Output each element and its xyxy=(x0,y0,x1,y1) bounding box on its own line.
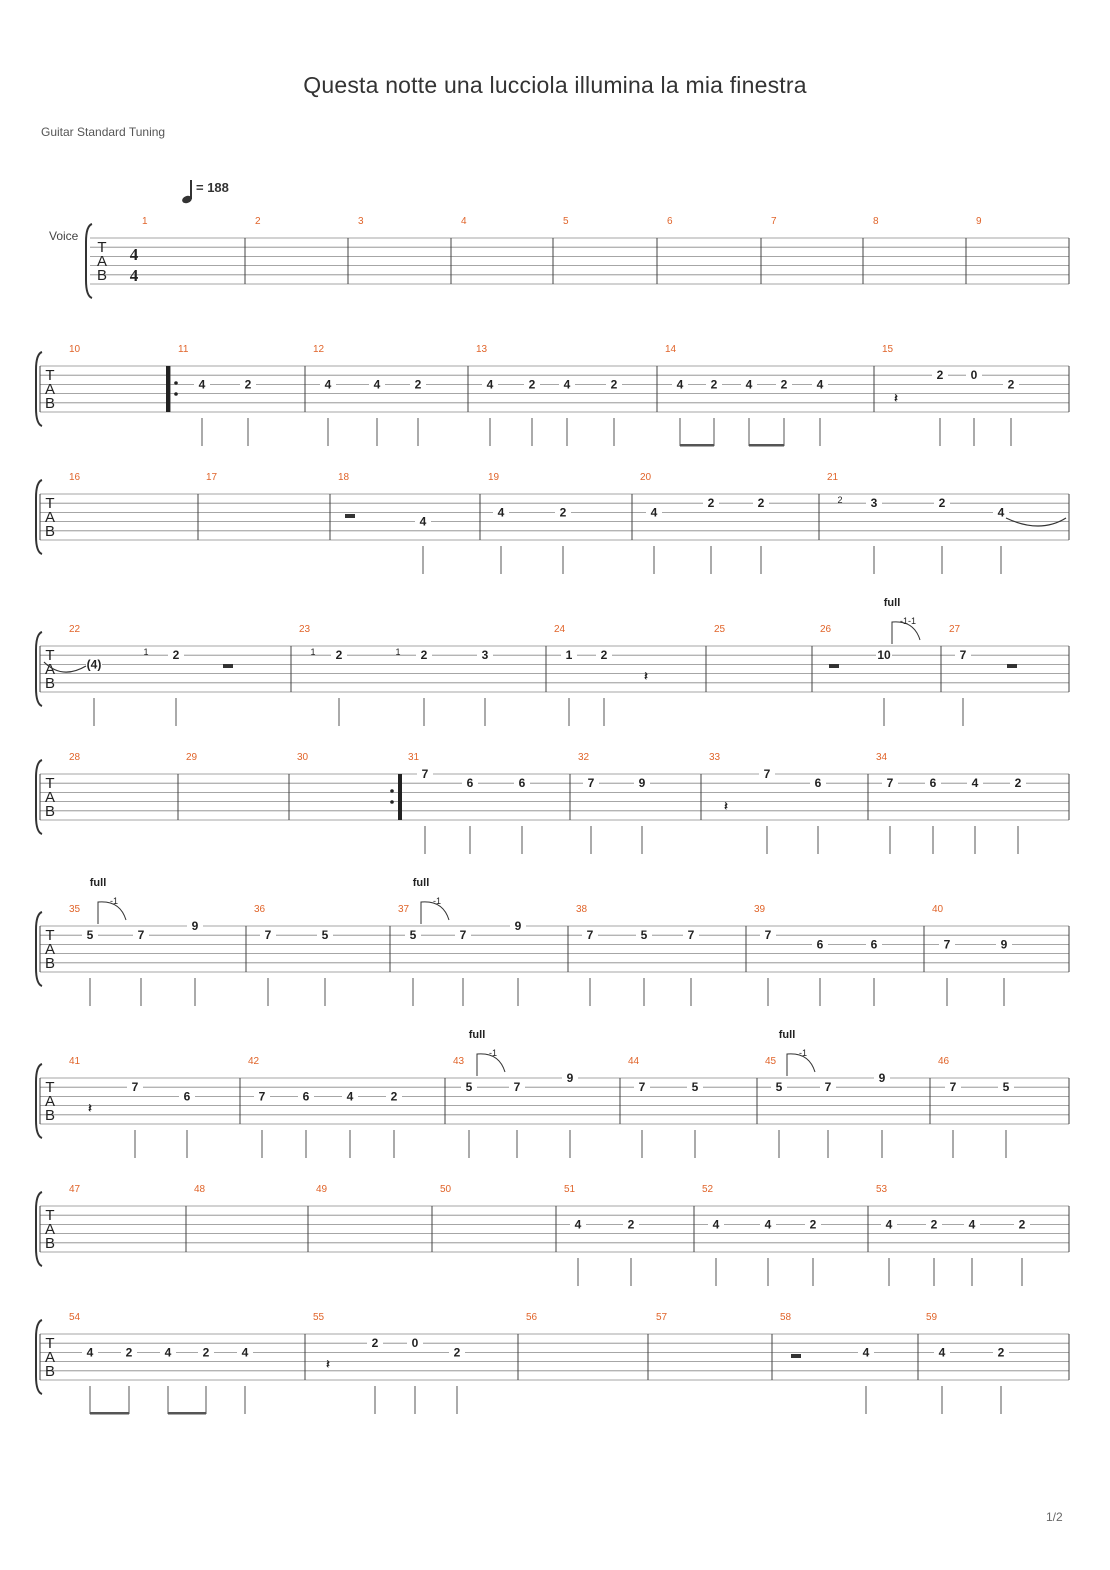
fret-number: 7 xyxy=(824,1080,832,1095)
fret-number: 6 xyxy=(929,776,937,791)
measure-number-32: 32 xyxy=(578,752,590,763)
tab-letter-b: B xyxy=(44,955,56,972)
measure-number-30: 30 xyxy=(297,752,309,763)
fret-number: 7 xyxy=(638,1080,646,1095)
fret-number: 4 xyxy=(497,505,505,520)
measure-number-41: 41 xyxy=(69,1056,81,1067)
fret-number: 5 xyxy=(775,1080,783,1095)
tab-letter-t: T xyxy=(97,239,107,256)
fret-number: 2 xyxy=(809,1217,817,1232)
tab-letter-b: B xyxy=(44,803,56,820)
bend-release: -1 xyxy=(432,896,442,906)
fret-number: 2 xyxy=(244,377,252,392)
measure-number-35: 35 xyxy=(69,904,81,915)
measure-number-49: 49 xyxy=(316,1184,328,1195)
staff-system-2 xyxy=(36,344,1069,426)
measure-number-58: 58 xyxy=(780,1312,792,1323)
staff-system-6 xyxy=(36,904,1069,986)
measure-number-50: 50 xyxy=(440,1184,452,1195)
fret-number: 5 xyxy=(409,928,417,943)
tab-letter-b: B xyxy=(44,523,56,540)
measure-number-2: 2 xyxy=(255,216,261,227)
measure-number-53: 53 xyxy=(876,1184,888,1195)
grace-note: 1 xyxy=(143,647,149,657)
measure-number-33: 33 xyxy=(709,752,721,763)
tab-letter-t: T xyxy=(45,647,55,664)
measure-number-12: 12 xyxy=(313,344,325,355)
fret-number: 2 xyxy=(707,496,715,511)
fret-number: 4 xyxy=(971,776,979,791)
fret-number: 4 xyxy=(938,1345,946,1360)
measure-number-31: 31 xyxy=(408,752,420,763)
tab-letter-a: A xyxy=(44,789,56,806)
half-rest-icon xyxy=(829,664,839,668)
tab-letter-t: T xyxy=(45,495,55,512)
beam xyxy=(168,1412,206,1415)
time-signature-denominator: 4 xyxy=(129,266,139,285)
measure-number-40: 40 xyxy=(932,904,944,915)
measure-number-14: 14 xyxy=(665,344,677,355)
bend-label-full: full xyxy=(468,1029,486,1041)
song-title: Questa notte una lucciola illumina la mia finestra xyxy=(303,72,807,98)
half-rest-icon xyxy=(345,514,355,518)
fret-number: 6 xyxy=(183,1089,191,1104)
staff-brace xyxy=(36,760,42,834)
bend-label-full: full xyxy=(883,597,901,609)
fret-number: 9 xyxy=(1000,937,1008,952)
fret-number: 2 xyxy=(390,1089,398,1104)
tab-letter-a: A xyxy=(44,1349,56,1366)
fret-number: 2 xyxy=(997,1345,1005,1360)
fret-number: 2 xyxy=(600,648,608,663)
fret-number: 3 xyxy=(870,496,878,511)
fret-number: 4 xyxy=(968,1217,976,1232)
tab-letter-b: B xyxy=(44,1107,56,1124)
bend-release: -1-1 xyxy=(899,616,917,626)
measure-number-42: 42 xyxy=(248,1056,260,1067)
fret-number: 0 xyxy=(411,1336,419,1351)
fret-number: 4 xyxy=(650,505,658,520)
measure-number-3: 3 xyxy=(358,216,364,227)
measure-number-24: 24 xyxy=(554,624,566,635)
fret-number: 9 xyxy=(514,919,522,933)
bend-label-full: full xyxy=(412,877,430,889)
fret-number: 4 xyxy=(563,377,571,392)
bend-label-full: full xyxy=(778,1029,796,1041)
tab-letter-b: B xyxy=(44,395,56,412)
fret-number: 7 xyxy=(258,1089,266,1104)
fret-number: 4 xyxy=(241,1345,249,1360)
quarter-rest-icon: 𝄽 xyxy=(894,391,898,405)
fret-number: 2 xyxy=(371,1336,379,1351)
fret-number: 4 xyxy=(745,377,753,392)
fret-number: 2 xyxy=(528,377,536,392)
measure-number-19: 19 xyxy=(488,472,500,483)
tab-letter-b: B xyxy=(44,675,56,692)
fret-number: 7 xyxy=(264,928,272,943)
fret-number: (4) xyxy=(86,657,102,672)
staff-brace xyxy=(36,1320,42,1394)
half-rest-icon xyxy=(223,664,233,668)
fret-number: 7 xyxy=(959,648,967,663)
fret-number: 2 xyxy=(420,648,428,663)
tab-letter-t: T xyxy=(45,927,55,944)
half-rest-icon xyxy=(1007,664,1017,668)
tab-letter-a: A xyxy=(44,1093,56,1110)
measure-number-25: 25 xyxy=(714,624,726,635)
measure-number-11: 11 xyxy=(178,344,189,355)
fret-number: 5 xyxy=(691,1080,699,1095)
tab-letter-a: A xyxy=(44,381,56,398)
measure-number-20: 20 xyxy=(640,472,652,483)
measure-number-43: 43 xyxy=(453,1056,465,1067)
measure-number-29: 29 xyxy=(186,752,198,763)
fret-number: 5 xyxy=(640,928,648,943)
measure-number-8: 8 xyxy=(873,216,879,227)
measure-number-4: 4 xyxy=(461,216,467,227)
fret-number: 7 xyxy=(131,1080,139,1095)
fret-number: 4 xyxy=(676,377,684,392)
fret-number: 4 xyxy=(419,514,427,529)
measure-number-39: 39 xyxy=(754,904,766,915)
fret-number: 7 xyxy=(587,776,595,791)
fret-number: 6 xyxy=(302,1089,310,1104)
measure-number-54: 54 xyxy=(69,1312,81,1323)
tab-letter-a: A xyxy=(44,1221,56,1238)
fret-number: 6 xyxy=(816,937,824,952)
fret-number: 7 xyxy=(586,928,594,943)
fret-number: 4 xyxy=(997,505,1005,520)
fret-number: 7 xyxy=(949,1080,957,1095)
measure-number-6: 6 xyxy=(667,216,673,227)
fret-number: 2 xyxy=(202,1345,210,1360)
quarter-rest-icon: 𝄽 xyxy=(326,1357,330,1371)
fret-number: 6 xyxy=(518,776,526,791)
fret-number: 7 xyxy=(137,928,145,943)
measure-number-21: 21 xyxy=(827,472,839,483)
fret-number: 6 xyxy=(870,937,878,952)
measure-number-22: 22 xyxy=(69,624,81,635)
measure-number-51: 51 xyxy=(564,1184,576,1195)
beam xyxy=(749,444,784,447)
fret-number: 5 xyxy=(86,928,94,943)
half-rest-icon xyxy=(791,1354,801,1358)
fret-number: 10 xyxy=(877,648,891,663)
staff-brace xyxy=(36,632,42,706)
time-signature-numerator: 4 xyxy=(129,245,139,264)
fret-number: 2 xyxy=(710,377,718,392)
fret-number: 2 xyxy=(757,496,765,511)
fret-number: 2 xyxy=(125,1345,133,1360)
staff-brace xyxy=(36,912,42,986)
tab-letter-b: B xyxy=(44,1235,56,1252)
fret-number: 7 xyxy=(421,767,429,781)
fret-number: 4 xyxy=(816,377,824,392)
fret-number: 6 xyxy=(814,776,822,791)
quarter-rest-icon: 𝄽 xyxy=(724,799,728,813)
beam xyxy=(90,1412,129,1415)
tuning-label: Guitar Standard Tuning xyxy=(41,125,166,139)
fret-number: 2 xyxy=(414,377,422,392)
fret-number: 2 xyxy=(930,1217,938,1232)
measure-number-15: 15 xyxy=(882,344,894,355)
fret-number: 4 xyxy=(373,377,381,392)
tab-letter-b: B xyxy=(44,1363,56,1380)
staff-brace xyxy=(36,352,42,426)
fret-number: 7 xyxy=(763,767,771,781)
fret-number: 2 xyxy=(780,377,788,392)
measure-number-47: 47 xyxy=(69,1184,81,1195)
tempo-value: = 188 xyxy=(196,180,229,195)
tab-letter-a: A xyxy=(44,941,56,958)
measure-number-23: 23 xyxy=(299,624,311,635)
measure-number-18: 18 xyxy=(338,472,350,483)
fret-number: 4 xyxy=(885,1217,893,1232)
fret-number: 3 xyxy=(481,648,489,663)
staff-system-1 xyxy=(86,216,1069,298)
staff-brace xyxy=(36,1064,42,1138)
tab-letter-a: A xyxy=(96,253,108,270)
fret-number: 9 xyxy=(878,1071,886,1085)
fret-number: 6 xyxy=(466,776,474,791)
grace-note: 1 xyxy=(395,647,401,657)
measure-number-45: 45 xyxy=(765,1056,777,1067)
fret-number: 5 xyxy=(321,928,329,943)
fret-number: 2 xyxy=(627,1217,635,1232)
measure-number-46: 46 xyxy=(938,1056,950,1067)
fret-number: 4 xyxy=(712,1217,720,1232)
fret-number: 2 xyxy=(1014,776,1022,791)
fret-number: 4 xyxy=(324,377,332,392)
fret-number: 4 xyxy=(198,377,206,392)
measure-number-28: 28 xyxy=(69,752,81,763)
staff-system-3 xyxy=(36,472,1069,554)
track-name: Voice xyxy=(49,229,79,243)
fret-number: 4 xyxy=(164,1345,172,1360)
measure-number-5: 5 xyxy=(563,216,569,227)
measure-number-9: 9 xyxy=(976,216,982,227)
measure-number-48: 48 xyxy=(194,1184,206,1195)
beam xyxy=(680,444,714,447)
fret-number: 2 xyxy=(1007,377,1015,392)
fret-number: 1 xyxy=(565,648,573,663)
fret-number: 4 xyxy=(862,1345,870,1360)
fret-number: 9 xyxy=(638,776,646,791)
fret-number: 2 xyxy=(453,1345,461,1360)
measure-number-34: 34 xyxy=(876,752,888,763)
quarter-rest-icon: 𝄽 xyxy=(88,1101,92,1115)
tab-letter-t: T xyxy=(45,1335,55,1352)
fret-number: 4 xyxy=(346,1089,354,1104)
measure-number-44: 44 xyxy=(628,1056,640,1067)
measure-number-38: 38 xyxy=(576,904,588,915)
fret-number: 2 xyxy=(610,377,618,392)
tab-letter-t: T xyxy=(45,367,55,384)
fret-number: 2 xyxy=(936,368,944,383)
tie-curve xyxy=(1006,518,1066,526)
repeat-dot xyxy=(174,381,178,385)
fret-number: 4 xyxy=(486,377,494,392)
fret-number: 4 xyxy=(86,1345,94,1360)
tab-letter-t: T xyxy=(45,775,55,792)
tab-letter-a: A xyxy=(44,509,56,526)
fret-number: 5 xyxy=(1002,1080,1010,1095)
measure-number-1: 1 xyxy=(142,216,148,227)
measure-number-59: 59 xyxy=(926,1312,938,1323)
staff-brace xyxy=(86,224,92,298)
measure-number-16: 16 xyxy=(69,472,81,483)
page-number: 1/2 xyxy=(1046,1510,1063,1524)
fret-number: 7 xyxy=(886,776,894,791)
fret-number: 7 xyxy=(687,928,695,943)
fret-number: 2 xyxy=(1018,1217,1026,1232)
grace-note: 2 xyxy=(837,495,843,505)
measure-number-27: 27 xyxy=(949,624,961,635)
fret-number: 7 xyxy=(513,1080,521,1095)
measure-number-13: 13 xyxy=(476,344,488,355)
tab-letter-t: T xyxy=(45,1207,55,1224)
fret-number: 2 xyxy=(335,648,343,663)
measure-number-10: 10 xyxy=(69,344,81,355)
fret-number: 0 xyxy=(970,368,978,383)
staff-system-5 xyxy=(36,752,1069,834)
fret-number: 7 xyxy=(764,928,772,943)
grace-note: 1 xyxy=(310,647,316,657)
bend-release: -1 xyxy=(798,1048,808,1058)
repeat-dot xyxy=(174,392,178,396)
measure-number-57: 57 xyxy=(656,1312,668,1323)
fret-number: 9 xyxy=(191,919,199,933)
fret-number: 9 xyxy=(566,1071,574,1085)
tab-letter-a: A xyxy=(44,661,56,678)
staff-system-9 xyxy=(36,1312,1069,1394)
measure-number-52: 52 xyxy=(702,1184,714,1195)
fret-number: 4 xyxy=(574,1217,582,1232)
fret-number: 7 xyxy=(943,937,951,952)
fret-number: 2 xyxy=(559,505,567,520)
measure-number-17: 17 xyxy=(206,472,218,483)
measure-number-36: 36 xyxy=(254,904,266,915)
measure-number-7: 7 xyxy=(771,216,777,227)
fret-number: 5 xyxy=(465,1080,473,1095)
staff-brace xyxy=(36,1192,42,1266)
measure-number-37: 37 xyxy=(398,904,410,915)
staff-brace xyxy=(36,480,42,554)
repeat-dot xyxy=(390,789,394,793)
staff-system-4 xyxy=(36,624,1069,706)
fret-number: 2 xyxy=(172,648,180,663)
tab-letter-b: B xyxy=(96,267,108,284)
quarter-rest-icon: 𝄽 xyxy=(644,669,648,683)
tab-letter-t: T xyxy=(45,1079,55,1096)
bend-release: -1 xyxy=(109,896,119,906)
fret-number: 4 xyxy=(764,1217,772,1232)
repeat-dot xyxy=(390,800,394,804)
fret-number: 2 xyxy=(938,496,946,511)
measure-number-55: 55 xyxy=(313,1312,325,1323)
bend-release: -1 xyxy=(488,1048,498,1058)
bend-label-full: full xyxy=(89,877,107,889)
measure-number-56: 56 xyxy=(526,1312,538,1323)
staff-system-8 xyxy=(36,1184,1069,1266)
measure-number-26: 26 xyxy=(820,624,832,635)
fret-number: 7 xyxy=(459,928,467,943)
